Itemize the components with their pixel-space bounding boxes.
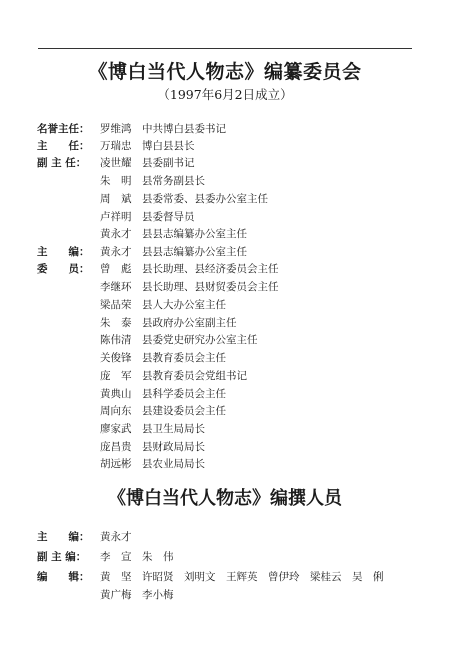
staff-names: 黄永才	[100, 531, 132, 543]
member-position: 县科学委员会主任	[142, 388, 226, 400]
member-position: 县农业局局长	[142, 458, 205, 470]
member-position: 县委常委、县委办公室主任	[142, 193, 268, 205]
member-name: 罗维鸿	[100, 123, 132, 135]
member-position: 县委副书记	[142, 157, 195, 169]
member-name: 胡远彬	[100, 458, 132, 470]
member-position: 县政府办公室副主任	[142, 317, 237, 329]
member-name: 朱 泰	[100, 317, 132, 329]
member-position: 博白县县长	[142, 140, 195, 152]
member-name: 庞昌贵	[100, 441, 132, 453]
member-name: 庞 军	[100, 370, 132, 382]
member-name: 黄永才	[100, 246, 132, 258]
staff-names: 黄 坚 许昭贤 刘明文 王辉英 曾伊玲 梁桂云 吴 俐	[100, 571, 384, 583]
member-name: 廖家武	[100, 423, 132, 435]
member-position: 县县志编纂办公室主任	[142, 246, 247, 258]
member-position: 县长助理、县财贸委员会主任	[142, 281, 279, 293]
member-name: 曾 彪	[100, 263, 132, 275]
founding-date: （1997年6月2日成立）	[157, 87, 293, 102]
member-position: 县长助理、县经济委员会主任	[142, 263, 279, 275]
member-position: 县卫生局局长	[142, 423, 205, 435]
member-name: 李继环	[100, 281, 132, 293]
member-name: 黄永才	[100, 228, 132, 240]
member-name: 卢祥明	[100, 211, 132, 223]
member-position: 县县志编纂办公室主任	[142, 228, 247, 240]
role-label: 委 员：	[37, 263, 90, 275]
role-label: 名誉主任：	[37, 123, 90, 135]
member-position: 县委党史研究办公室主任	[142, 334, 258, 346]
member-name: 朱 明	[100, 175, 132, 187]
role-label: 编 辑：	[37, 571, 90, 583]
role-label: 主 编：	[37, 246, 90, 258]
staff-title: 《博白当代人物志》编撰人员	[108, 488, 342, 509]
staff-names: 李 宣 朱 伟	[100, 551, 174, 563]
member-position: 县教育委员会主任	[142, 352, 226, 364]
member-name: 梁品荣	[100, 299, 132, 311]
role-label: 主 任：	[37, 140, 90, 152]
member-name: 黄典山	[100, 388, 132, 400]
role-label: 主 编：	[37, 531, 90, 543]
member-position: 县教育委员会党组书记	[142, 370, 247, 382]
member-position: 县建设委员会主任	[142, 405, 226, 417]
member-name: 关俊锋	[100, 352, 132, 364]
role-label: 副 主 任：	[37, 157, 87, 169]
member-position: 县财政局局长	[142, 441, 205, 453]
member-name: 周 斌	[100, 193, 132, 205]
member-position: 中共博白县委书记	[142, 123, 226, 135]
member-name: 陈伟清	[100, 334, 132, 346]
member-position: 县委督导员	[142, 211, 195, 223]
member-position: 县常务副县长	[142, 175, 205, 187]
member-name: 万瑞忠	[100, 140, 132, 152]
role-label: 副 主 编：	[37, 551, 87, 563]
member-name: 凌世耀	[100, 157, 132, 169]
committee-title: 《博白当代人物志》编纂委员会	[88, 61, 362, 83]
staff-names: 黄广梅 李小梅	[100, 589, 174, 601]
member-name: 周向东	[100, 405, 132, 417]
member-position: 县人大办公室主任	[142, 299, 226, 311]
